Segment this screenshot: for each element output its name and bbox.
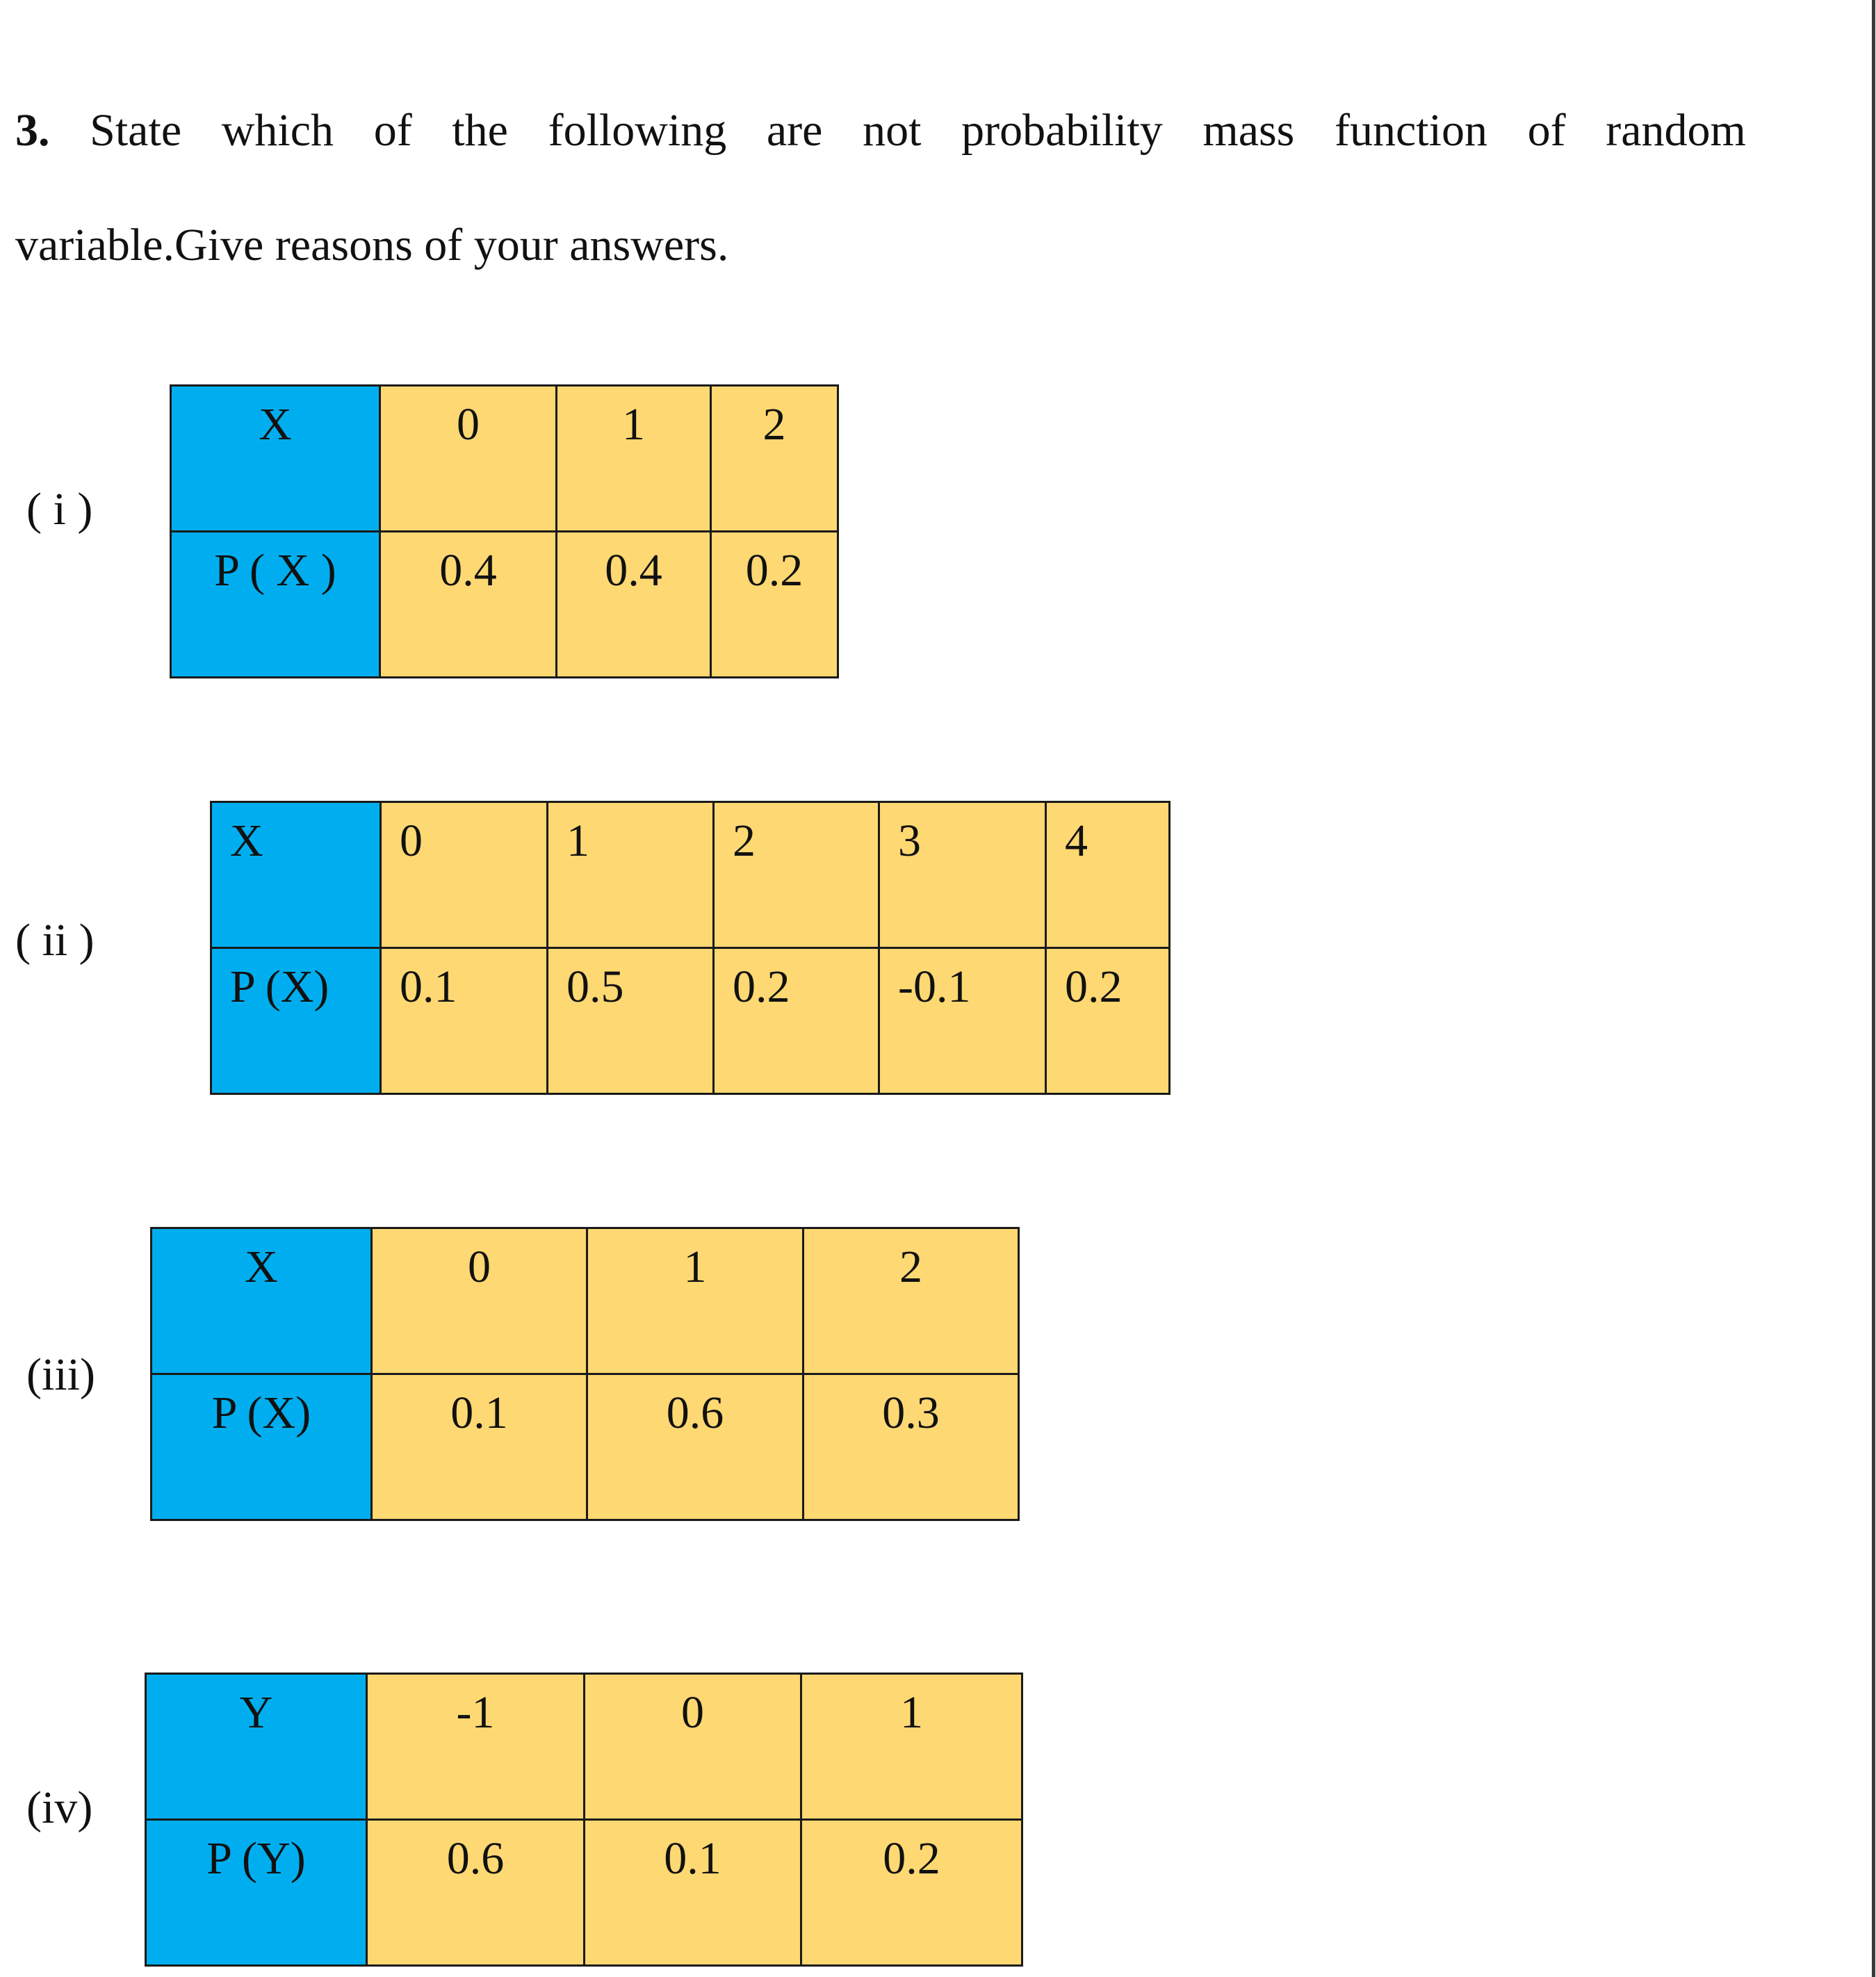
- question-word: State: [90, 105, 182, 156]
- value-row: [211, 802, 1170, 948]
- right-edge-border: [1872, 0, 1875, 1977]
- probability-cell: 0.4: [557, 532, 711, 678]
- probability-cell: -0.1: [879, 948, 1046, 1094]
- pmf-table-i: [170, 384, 839, 678]
- probability-cell: 0.6: [367, 1820, 585, 1966]
- probability-cell: 0.2: [714, 948, 879, 1094]
- question-word: of: [1527, 105, 1566, 156]
- probability-row: [146, 1820, 1022, 1966]
- value-row: [152, 1228, 1019, 1374]
- value-cell: 1: [587, 1228, 804, 1374]
- probability-row: [211, 948, 1170, 1094]
- part-label-iii: (iii): [26, 1349, 95, 1400]
- probability-cell: 0.2: [711, 532, 838, 678]
- header-cell: X: [152, 1228, 372, 1374]
- value-cell: 0: [381, 802, 548, 948]
- pmf-table-ii: [210, 801, 1171, 1095]
- value-cell: 1: [548, 802, 714, 948]
- value-cell: 1: [557, 386, 711, 532]
- question-word: not: [863, 105, 922, 156]
- probability-cell: 0.2: [1046, 948, 1170, 1094]
- part-label-iv: (iv): [26, 1782, 93, 1833]
- question-word: function: [1335, 105, 1487, 156]
- value-cell: 0: [380, 386, 557, 532]
- value-cell: 4: [1046, 802, 1170, 948]
- question-word: which: [221, 105, 334, 156]
- question-line-2: variable.Give reasons of your answers.: [15, 220, 729, 270]
- probability-row: [152, 1374, 1019, 1520]
- value-cell: 2: [714, 802, 879, 948]
- probability-cell: 0.1: [372, 1374, 587, 1520]
- pmf-table-iii: [150, 1227, 1020, 1521]
- value-cell: 3: [879, 802, 1046, 948]
- value-cell: 2: [711, 386, 838, 532]
- probability-cell: 0.6: [587, 1374, 804, 1520]
- question-word: of: [373, 105, 412, 156]
- header-cell: P ( X ): [171, 532, 380, 678]
- probability-cell: 0.3: [804, 1374, 1019, 1520]
- value-row: [171, 386, 838, 532]
- value-cell: 0: [372, 1228, 587, 1374]
- header-cell: P (X): [152, 1374, 372, 1520]
- question-number: 3.: [15, 105, 50, 156]
- value-cell: 2: [804, 1228, 1019, 1374]
- value-cell: 0: [585, 1674, 801, 1820]
- question-word: following: [548, 105, 727, 156]
- question-line-1: [15, 105, 1746, 156]
- probability-cell: 0.1: [585, 1820, 801, 1966]
- header-cell: P (X): [211, 948, 381, 1094]
- probability-cell: 0.1: [381, 948, 548, 1094]
- question-word: mass: [1202, 105, 1295, 156]
- header-cell: X: [171, 386, 380, 532]
- header-cell: X: [211, 802, 381, 948]
- value-cell: 1: [801, 1674, 1022, 1820]
- question-word: are: [766, 105, 823, 156]
- question-word: the: [452, 105, 508, 156]
- probability-cell: 0.5: [548, 948, 714, 1094]
- probability-cell: 0.2: [801, 1820, 1022, 1966]
- pmf-table-iv: [145, 1673, 1023, 1967]
- part-label-ii: ( ii ): [15, 915, 95, 966]
- header-cell: P (Y): [146, 1820, 367, 1966]
- probability-cell: 0.4: [380, 532, 557, 678]
- part-label-i: ( i ): [26, 484, 93, 535]
- value-cell: -1: [367, 1674, 585, 1820]
- probability-row: [171, 532, 838, 678]
- header-cell: Y: [146, 1674, 367, 1820]
- value-row: [146, 1674, 1022, 1820]
- question-word: random: [1606, 105, 1746, 156]
- question-word: probability: [961, 105, 1163, 156]
